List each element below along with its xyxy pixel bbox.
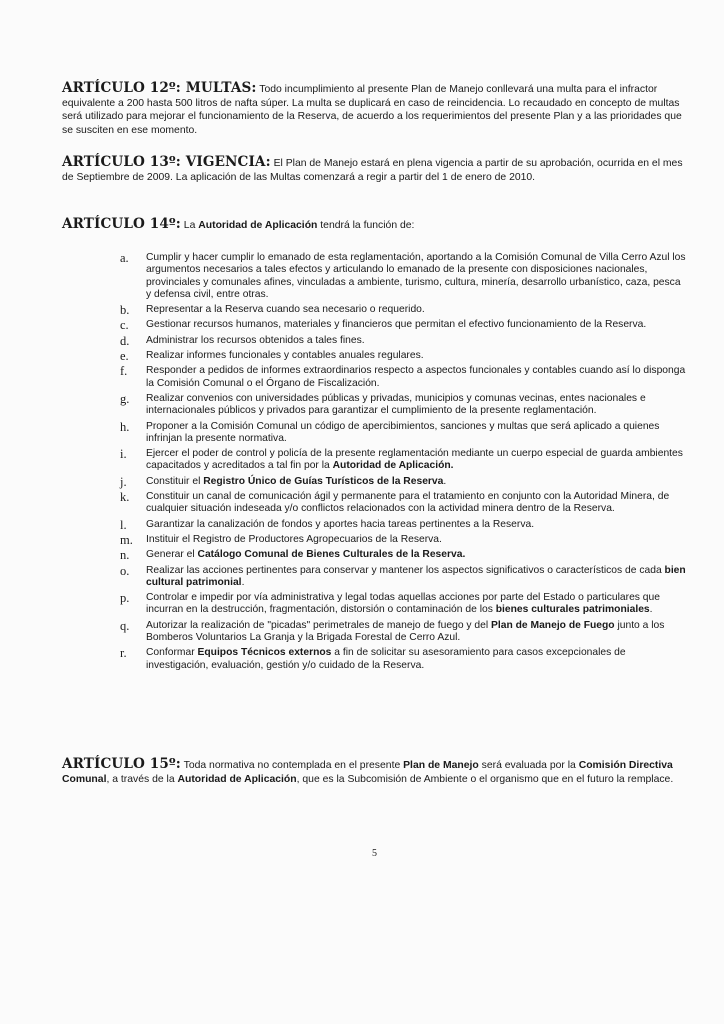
list-item bbox=[120, 421, 686, 446]
list-item-text-bold: Autoridad de Aplicación. bbox=[332, 460, 454, 472]
list-item-letter: b. bbox=[120, 303, 130, 318]
list-item-text: Gestionar recursos humanos, materiales y financieros que permitan el efectivo funcionamiento de la Reserva. bbox=[146, 319, 647, 331]
article-text: , a través de la bbox=[106, 773, 178, 785]
article-text: Toda normativa no contemplada en el presente bbox=[180, 760, 404, 771]
list-item bbox=[120, 549, 686, 561]
article-heading: ARTÍCULO 12º: MULTAS: bbox=[62, 80, 257, 96]
list-item-text: Realizar las acciones pertinentes para conservar y mantener los aspectos significativos o característicos de cada bbox=[146, 564, 665, 576]
article-text-bold: Autoridad de Aplicación bbox=[177, 773, 297, 785]
list-item-text: . bbox=[649, 604, 653, 616]
list-item bbox=[120, 365, 686, 390]
article-14 bbox=[62, 218, 684, 233]
list-item-letter: j. bbox=[120, 474, 127, 489]
article-text-bold: Comisión Directiva Comunal bbox=[62, 760, 673, 785]
article-text: tendrá la función de: bbox=[317, 220, 415, 231]
list-item-text: . bbox=[241, 576, 245, 588]
list-item-text: Responder a pedidos de informes extraordinarios respecto a aspectos funcionales y contables cuando así lo disponga la Comisión Comunal o el Órgano de Fiscalización. bbox=[146, 365, 686, 389]
list-item bbox=[120, 335, 686, 347]
list-item-text-bold: Equipos Técnicos externos bbox=[197, 647, 332, 659]
list-item-text: Representar a la Reserva cuando sea necesario o requerido. bbox=[146, 304, 425, 316]
list-item bbox=[120, 448, 686, 473]
list-item-letter: m. bbox=[120, 532, 133, 547]
article-heading: ARTÍCULO 13º: VIGENCIA: bbox=[62, 154, 271, 170]
list-item bbox=[120, 647, 686, 672]
list-item-text: junto a los Bomberos Voluntarios La Granja y la Brigada Forestal de Cerro Azul. bbox=[146, 619, 665, 644]
list-item-letter: h. bbox=[120, 419, 130, 434]
article-text-bold: Plan de Manejo bbox=[403, 760, 479, 771]
list-item-letter: r. bbox=[120, 646, 127, 661]
article-heading: ARTÍCULO 15º: bbox=[62, 756, 181, 772]
list-item-letter: i. bbox=[120, 447, 127, 462]
list-item-letter: o. bbox=[120, 563, 130, 578]
article-15 bbox=[62, 758, 684, 786]
list-item-text: Cumplir y hacer cumplir lo emanado de esta reglamentación, aportando a la Comisión Comunal de Villa Cerro Azul los argumentos necesarios a tales efectos y articulando lo emanado de la presente con disposiciones nacionales, provinciales y comunales afines, vinculadas a ambiente, turismo, cultura, minería, desarrollo urbanístico, caza, pesca y defensa civil, entre otras. bbox=[146, 252, 686, 300]
list-item-text-bold: bienes culturales patrimoniales bbox=[495, 604, 650, 616]
article-text-bold: Autoridad de Aplicación bbox=[198, 220, 318, 231]
list-item-text-bold: bien cultural patrimonial bbox=[146, 564, 686, 588]
list-item bbox=[120, 350, 686, 362]
list-item-letter: k. bbox=[120, 490, 130, 505]
list-item bbox=[120, 565, 686, 590]
article-text: , que es la Subcomisión de Ambiente o el organismo que en el futuro la remplace. bbox=[296, 773, 674, 785]
list-item-text-bold: Registro Único de Guías Turísticos de la Reserva bbox=[203, 475, 444, 487]
list-item-text-bold: Plan de Manejo de Fuego bbox=[491, 619, 615, 631]
list-item-text: Administrar los recursos obtenidos a tales fines. bbox=[146, 334, 365, 346]
article-text: será evaluada por la bbox=[478, 760, 579, 771]
list-item bbox=[120, 534, 686, 546]
list-item-text: . bbox=[443, 475, 447, 487]
list-item-text: Autorizar la realización de "picadas" perimetrales de manejo de fuego y del bbox=[146, 619, 492, 631]
list-item-letter: e. bbox=[120, 349, 129, 364]
list-item-letter: a. bbox=[120, 251, 129, 265]
list-item bbox=[120, 519, 686, 531]
list-item-letter: l. bbox=[120, 517, 127, 532]
list-item-text-bold: Catálogo Comunal de Bienes Culturales de la Reserva. bbox=[197, 549, 466, 561]
article-text: El Plan de Manejo estará en plena vigencia a partir de su aprobación, ocurrida en el mes de Septiembre de 2009. La aplicación de las Multas comenzará a regir a partir del 1 de enero de 2010. bbox=[62, 158, 683, 183]
list-item-text: a fin de solicitar su asesoramiento para casos excepcionales de investigación, evaluación, gestión y/o cuidado de la Reserva. bbox=[146, 647, 626, 671]
list-item-text: Constituir el bbox=[146, 475, 204, 487]
list-item bbox=[120, 393, 686, 418]
list-item bbox=[120, 592, 686, 617]
list-item bbox=[120, 319, 686, 331]
list-item bbox=[120, 491, 686, 516]
list-item-text: Instituir el Registro de Productores Agropecuarios de la Reserva. bbox=[146, 533, 442, 545]
list-item-text: Generar el bbox=[146, 549, 198, 561]
list-item-letter: n. bbox=[120, 548, 130, 563]
list-item bbox=[120, 620, 686, 645]
article-12 bbox=[62, 82, 684, 137]
list-item-text: Constituir un canal de comunicación ágil y permanente para el tratamiento en conjunto con la Autoridad Minera, de cualquier situación indeseada y/o conflictos relacionados con la actividad minera dentro de la Reserva. bbox=[146, 491, 670, 515]
list-item-text: Garantizar la canalización de fondos y aportes hacia tareas pertinentes a la Reserva. bbox=[146, 518, 535, 530]
article-text: Todo incumplimiento al presente Plan de Manejo conllevará una multa para el infractor equivalente a 200 hasta 500 litros de nafta súper. La multa se duplicará en caso de reincidencia. Lo recaudado en concepto de multas será utilizado para mejorar el funcionamiento de la Reserva, de acuerdo a los requerimientos del presente Plan y a las prioridades que se susciten en ese momento. bbox=[62, 84, 682, 136]
list-item-text: Ejercer el poder de control y policía de la presente reglamentación mediante un cuerpo especial de guarda ambientes capacitados y acreditados a tal fin por la bbox=[146, 448, 683, 472]
list-item bbox=[120, 252, 686, 301]
article-text: La bbox=[180, 220, 199, 231]
list-item-letter: f. bbox=[120, 364, 128, 379]
list-item-text: Proponer a la Comisión Comunal un código de apercibimientos, sanciones y multas que será aplicado a quienes infrinjan la presente normativa. bbox=[146, 420, 660, 444]
page-number: 5 bbox=[372, 848, 377, 859]
list-item-letter: d. bbox=[120, 333, 130, 348]
list-item-text: Controlar e impedir por vía administrativa y legal todas aquellas acciones por parte del Estado o particulares que incurran en la destrucción, fragmentación, distorsión o contaminación de los bbox=[146, 592, 660, 616]
list-item-text: Conformar bbox=[146, 647, 198, 659]
list-item-letter: p. bbox=[120, 591, 130, 606]
list-item bbox=[120, 476, 686, 488]
list-item-text: Realizar informes funcionales y contables anuales regulares. bbox=[146, 350, 424, 362]
article-heading: ARTÍCULO 14º: bbox=[62, 216, 181, 232]
list-item-text: Realizar convenios con universidades públicas y privadas, municipios y comunas vecinas, entes nacionales e internacionales públicos y privados para garantizar el cumplimiento de la presente reglamentación. bbox=[146, 392, 646, 417]
list-item bbox=[120, 304, 686, 316]
list-item-letter: q. bbox=[120, 618, 130, 633]
article-13 bbox=[62, 156, 684, 184]
list-item-letter: g. bbox=[120, 391, 130, 406]
functions-list bbox=[120, 252, 686, 675]
list-item-letter: c. bbox=[120, 318, 129, 333]
